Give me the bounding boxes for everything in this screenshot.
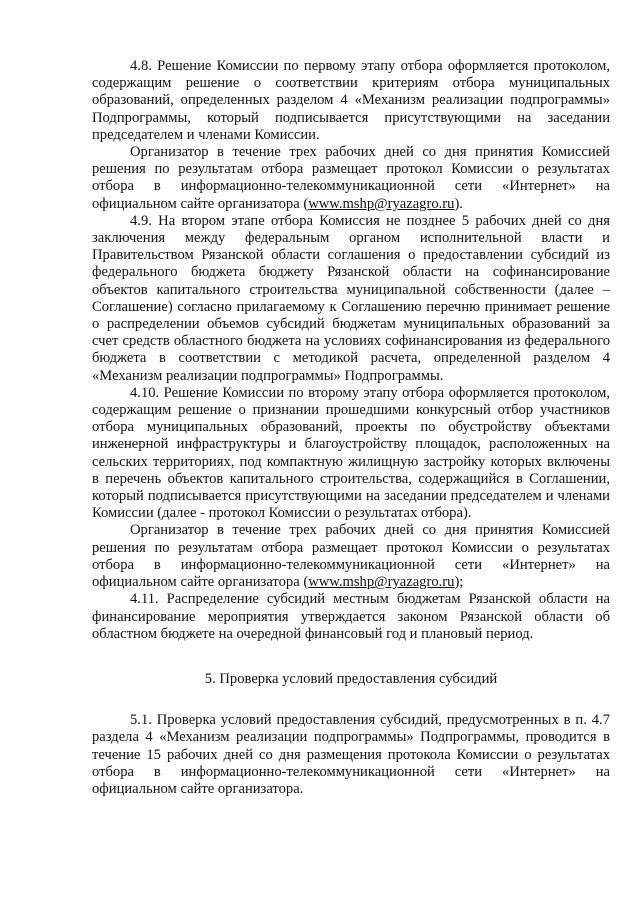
section-5-heading: 5. Проверка условий предоставления субсидий bbox=[204, 670, 498, 687]
paragraph-text: Организатор в течение трех рабочих дней со дня принятия Комиссией решения по результатам отбора размещает протокол Комиссии о результатах отбора в информационно-телекоммуникационной сети «Интернет» на официальном сайте организатора ( bbox=[92, 144, 610, 212]
document-page bbox=[92, 58, 610, 798]
paragraph-organizer-publication-2 bbox=[92, 522, 610, 591]
paragraph-4-10: 4.10. Решение Комиссии по второму этапу отбора оформляется протоколом, содержащим решение о признании прошедшими конкурсный отбор участников отбора муниципальных образований, проекты по обустройству объектами инженерной инфраструктуры и благоустройству площадок, расположенных на сельских территориях, под компактную жилищную застройку которых включены в перечень объектов капитального строительства, содержащийся в Соглашении, который подписывается присутствующими на заседании председателем и членами Комиссии (далее - протокол Комиссии о результатах отбора). bbox=[92, 384, 610, 522]
paragraph-text-end: ); bbox=[454, 574, 464, 591]
paragraph-text: Организатор в течение трех рабочих дней со дня принятия Комиссией решения по результатам отбора размещает протокол Комиссии о результатах отбора в информационно-телекоммуникационной сети «Интернет» на официальном сайте организатора ( bbox=[92, 522, 610, 591]
paragraph-4-8: 4.8. Решение Комиссии по первому этапу отбора оформляется протоколом, содержащим решение о соответствии критериям отбора муниципальных образований, определенных разделом 4 «Механизм реализации подпрограммы» Подпрограммы, который подписывается присутствующими на заседании председателем и членами Комиссии. bbox=[92, 58, 610, 143]
organizer-site-link[interactable]: www.mshp@ryazagro.ru bbox=[308, 195, 455, 212]
paragraph-4-9: 4.9. На втором этапе отбора Комиссия не позднее 5 рабочих дней со дня заключения между федеральным органом исполнительной власти и Правительством Рязанской области соглашения о предоставлении субсидий из федерального бюджета бюджету Рязанской области на софинансирование объектов капитального строительства муниципальной собственности (далее – Соглашение) согласно прилагаемому к Соглашению перечню принимает решение о распределении объемов субсидий бюджетам муниципальных образований за счет средств областного бюджета на условиях софинансирования из федерального бюджета в соответствии с методикой расчета, определенной разделом 4 «Механизм реализации подпрограммы» Подпрограммы. bbox=[92, 212, 610, 384]
paragraph-organizer-publication-1 bbox=[92, 144, 610, 213]
paragraph-4-11: 4.11. Распределение субсидий местным бюджетам Рязанской области на финансирование мероприятия утверждается законом Рязанской области об областном бюджете на очередной финансовый год и плановый период. bbox=[92, 591, 610, 642]
paragraph-text-end: ). bbox=[454, 195, 463, 212]
paragraph-5-1: 5.1. Проверка условий предоставления субсидий, предусмотренных в п. 4.7 раздела 4 «Механизм реализации подпрограммы» Подпрограммы, проводится в течение 15 рабочих дней со дня размещения протокола Комиссии о результатах отбора в информационно-телекоммуникационной сети «Интернет» на официальном сайте организатора. bbox=[92, 712, 610, 797]
organizer-site-link[interactable]: www.mshp@ryazagro.ru bbox=[308, 574, 455, 591]
